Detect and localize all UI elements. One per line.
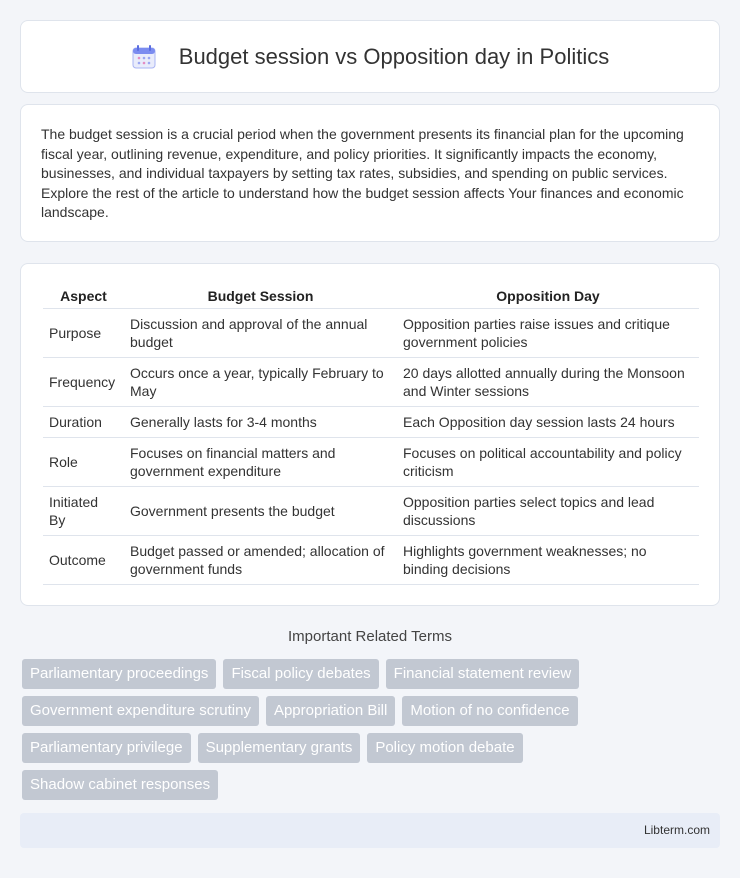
row-aspect: Duration [43, 407, 124, 438]
row-budget-session: Budget passed or amended; allocation of government funds [124, 536, 397, 585]
related-term-tag[interactable]: Appropriation Bill [266, 696, 395, 726]
footer [20, 813, 720, 848]
header-aspect: Aspect [43, 284, 124, 309]
related-term-tag[interactable]: Policy motion debate [367, 733, 522, 763]
table-row [43, 407, 699, 438]
row-aspect: Role [43, 438, 124, 487]
related-term-tag[interactable]: Shadow cabinet responses [22, 770, 218, 800]
row-opposition-day: Opposition parties raise issues and critique government policies [397, 309, 699, 358]
related-term-tag[interactable]: Supplementary grants [198, 733, 361, 763]
row-opposition-day: 20 days allotted annually during the Monsoon and Winter sessions [397, 358, 699, 407]
related-term-tag[interactable]: Government expenditure scrutiny [22, 696, 259, 726]
footer-brand-link[interactable]: Libterm.com [643, 823, 710, 837]
intro-card [20, 104, 720, 242]
row-opposition-day: Focuses on political accountability and policy criticism [397, 438, 699, 487]
row-aspect: Purpose [43, 309, 124, 358]
table-row [43, 309, 699, 358]
row-opposition-day: Each Opposition day session lasts 24 hours [397, 407, 699, 438]
header-budget-session: Budget Session [124, 284, 397, 309]
related-term-tag[interactable]: Motion of no confidence [402, 696, 577, 726]
related-term-tag[interactable]: Fiscal policy debates [223, 659, 378, 689]
page-title: Budget session vs Opposition day in Politics [178, 43, 610, 69]
table-row [43, 438, 699, 487]
row-budget-session: Occurs once a year, typically February to May [124, 358, 397, 407]
table-header-row [43, 284, 699, 309]
comparison-card [20, 263, 720, 606]
table-row [43, 358, 699, 407]
header-opposition-day: Opposition Day [397, 284, 699, 309]
row-opposition-day: Opposition parties select topics and lead discussions [397, 487, 699, 536]
calendar-icon [131, 44, 157, 70]
row-aspect: Outcome [43, 536, 124, 585]
row-aspect: Initiated By [43, 487, 124, 536]
row-opposition-day: Highlights government weaknesses; no binding decisions [397, 536, 699, 585]
related-term-tag[interactable]: Parliamentary proceedings [22, 659, 216, 689]
table-row [43, 487, 699, 536]
row-budget-session: Focuses on financial matters and government expenditure [124, 438, 397, 487]
comparison-table [43, 284, 699, 585]
intro-text: The budget session is a crucial period when the government presents its financial plan for the upcoming fiscal year, outlining revenue, expenditure, and policy priorities. It significantly impacts the economy, businesses, and individual taxpayers by setting tax rates, subsidies, and spending on public services. Explore the rest of the article to understand how the budget session affects Your finances and economic landscape. [41, 126, 684, 221]
row-budget-session: Generally lasts for 3-4 months [124, 407, 397, 438]
related-terms-list [22, 659, 722, 800]
row-aspect: Frequency [43, 358, 124, 407]
related-term-tag[interactable]: Parliamentary privilege [22, 733, 191, 763]
row-budget-session: Discussion and approval of the annual budget [124, 309, 397, 358]
title-card [20, 20, 720, 93]
related-terms-title: Important Related Terms [288, 628, 452, 645]
related-term-tag[interactable]: Financial statement review [386, 659, 580, 689]
row-budget-session: Government presents the budget [124, 487, 397, 536]
table-row [43, 536, 699, 585]
